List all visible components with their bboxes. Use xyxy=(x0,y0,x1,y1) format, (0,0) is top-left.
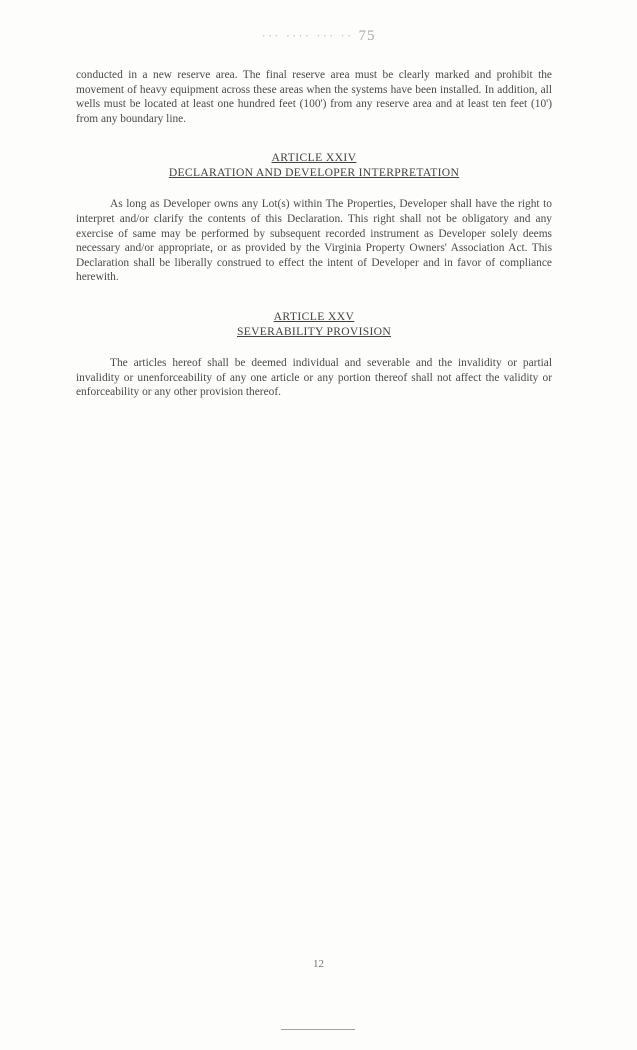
spacer xyxy=(76,180,552,197)
spacer xyxy=(76,285,552,309)
article-25-title: SEVERABILITY PROVISION xyxy=(237,324,391,338)
document-body xyxy=(76,68,552,400)
article-24-title-line xyxy=(76,165,552,180)
article-24-number: ARTICLE XXIV xyxy=(271,151,357,165)
scan-header-stamp-number: 75 xyxy=(358,28,376,44)
paragraph-article-24-body: As long as Developer owns any Lot(s) within The Properties, Developer shall have the right to interpret and/or clarify the contents of this Declaration. This right shall not be obligatory and any exercise of same may be performed by subsequent recorded instrument as Developer solely deems necessary and/or appropriate, or as provided by the Virginia Property Owners' Association Act. This Declaration shall be liberally construed to effect the intent of Developer and in favor of compliance herewith. xyxy=(76,198,552,284)
article-24-number-line xyxy=(76,150,552,165)
scan-header-stamp xyxy=(0,28,637,45)
article-25-number-line xyxy=(76,309,552,324)
bottom-rule-divider xyxy=(281,1029,355,1030)
spacer xyxy=(76,126,552,150)
page-number: 12 xyxy=(313,958,324,970)
article-24-heading xyxy=(76,150,552,180)
paragraph-continued-reserve: conducted in a new reserve area. The final reserve area must be clearly marked and prohibit the movement of heavy equipment across these areas when the systems have been installed. In addition, all wells must be located at least one hundred feet (100') from any reserve area and at least ten feet (10') from any boundary line. xyxy=(76,69,552,125)
scan-header-faint-text: ··· ···· ··· ·· xyxy=(261,28,354,43)
article-25-title-line xyxy=(76,324,552,339)
spacer xyxy=(76,339,552,356)
article-24-title: DECLARATION AND DEVELOPER INTERPRETATION xyxy=(168,166,460,180)
article-25-heading xyxy=(76,309,552,339)
paragraph-article-25-body: The articles hereof shall be deemed individual and severable and the invalidity or partial invalidity or unenforceability of any one article or any portion thereof shall not affect the validity or enforceability or any other provision thereof. xyxy=(76,356,552,399)
article-25-number: ARTICLE XXV xyxy=(273,309,355,323)
